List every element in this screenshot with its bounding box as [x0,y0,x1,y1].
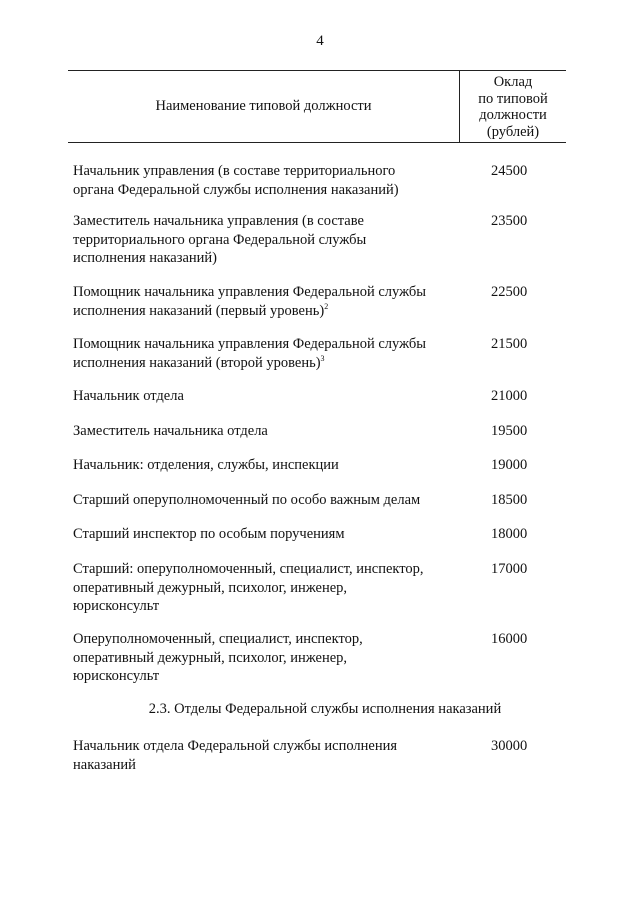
position-name [73,335,453,372]
position-name [73,737,453,774]
position-name [73,212,453,268]
column-header-position-name [68,70,459,142]
position-name-text: Оперуполномоченный, специалист, инспектор, оперативный дежурный, психолог, инженер, юрисконсульт [73,631,363,684]
position-name-text: Начальник: отделения, службы, инспекции [73,457,339,473]
page-number: 4 [316,33,324,49]
salary-value: 21000 [491,388,528,404]
position-name-text: Начальник отдела [73,388,184,404]
position-name [73,560,453,616]
position-name-text: Помощник начальника управления Федеральной службы исполнения наказаний (второй уровень) [73,336,427,371]
salary-value: 18000 [491,526,528,542]
position-name-text: Старший инспектор по особым поручениям [73,526,345,542]
column-header-position-name-text: Наименование типовой должности [155,97,372,114]
salary-value: 18500 [491,492,528,508]
salary-value: 16000 [491,631,528,647]
position-name [73,422,453,441]
position-name [73,162,453,199]
salary-value: 17000 [491,561,528,577]
salary-value: 19000 [491,457,528,473]
salary-value: 22500 [491,284,528,300]
position-name-text: Старший: оперуполномоченный, специалист, инспектор, оперативный дежурный, психолог, инженер, юрисконсульт [73,561,424,614]
position-name-text: Помощник начальника управления Федеральной службы исполнения наказаний (первый уровень) [73,284,427,319]
position-name [73,491,453,510]
footnote-marker: 2 [324,301,329,311]
position-name [73,630,453,686]
column-header-salary-line: по типовой [478,90,548,107]
column-header-salary-line: должности [479,107,547,123]
position-name [73,525,453,544]
position-name [73,456,453,475]
column-header-salary-line: (рублей) [486,123,540,140]
position-name [73,387,453,406]
table-header-bottom-rule [68,142,566,143]
position-name-text: Заместитель начальника управления (в составе территориального органа Федеральной службы исполнения наказаний) [73,213,367,266]
section-title: 2.3. Отделы Федеральной службы исполнения наказаний [148,701,502,717]
salary-value: 30000 [491,738,528,754]
salary-value: 21500 [491,336,528,352]
position-name-text: Начальник отдела Федеральной службы исполнения наказаний [73,738,398,773]
salary-value: 23500 [491,213,528,229]
position-name-text: Начальник управления (в составе территориального органа Федеральной службы исполнения наказаний) [73,163,399,198]
salary-value: 19500 [491,423,528,439]
position-name-text: Заместитель начальника отдела [73,423,268,439]
column-header-salary-line: Оклад [493,74,533,90]
salary-value: 24500 [491,163,528,179]
position-name-text: Старший оперуполномоченный по особо важным делам [73,492,421,508]
position-name [73,283,453,320]
footnote-marker: 3 [320,353,325,363]
column-header-salary [460,74,566,140]
